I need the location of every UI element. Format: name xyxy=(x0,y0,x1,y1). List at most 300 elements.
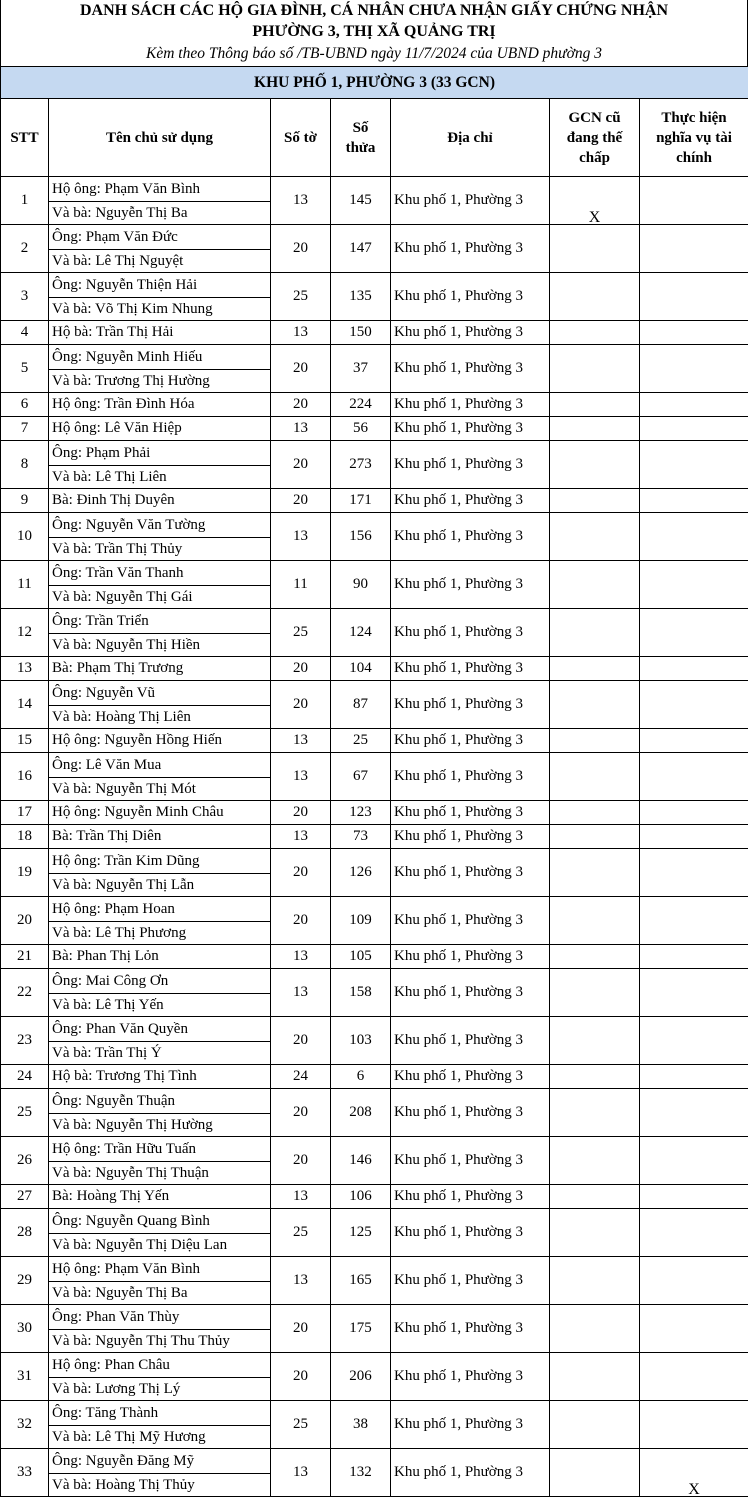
cell-plot: 37 xyxy=(331,345,391,393)
cell-address: Khu phố 1, Phường 3 xyxy=(391,273,550,321)
table-row xyxy=(1,801,748,825)
owner-name-spouse: Và bà: Nguyễn Thị Diệu Lan xyxy=(49,1233,270,1256)
cell-mortgage xyxy=(550,1089,640,1137)
notice-reference: Kèm theo Thông báo số /TB-UBND ngày 11/7/2024 của UBND phường 3 xyxy=(145,45,603,62)
cell-finance xyxy=(640,1065,748,1089)
cell-sheet: 20 xyxy=(271,1305,331,1353)
cell-mortgage xyxy=(550,801,640,825)
cell-sheet: 13 xyxy=(271,417,331,441)
table-row xyxy=(1,225,748,273)
cell-owner xyxy=(49,1065,271,1089)
cell-address: Khu phố 1, Phường 3 xyxy=(391,393,550,417)
owner-name-spouse: Và bà: Nguyễn Thị Ba xyxy=(49,201,270,224)
cell-sheet: 20 xyxy=(271,1089,331,1137)
owner-name-primary: Ông: Phan Văn Thùy xyxy=(52,1308,180,1325)
cell-stt: 16 xyxy=(1,753,49,801)
cell-plot: 38 xyxy=(331,1401,391,1449)
owner-name-spouse: Và bà: Hoàng Thị Thủy xyxy=(49,1473,270,1496)
cell-address: Khu phố 1, Phường 3 xyxy=(391,1449,550,1497)
cell-address: Khu phố 1, Phường 3 xyxy=(391,345,550,393)
cell-plot: 106 xyxy=(331,1185,391,1209)
cell-stt: 18 xyxy=(1,825,49,849)
cell-plot: 146 xyxy=(331,1137,391,1185)
col-header-plot: Số thửa xyxy=(331,99,391,177)
cell-sheet: 13 xyxy=(271,1185,331,1209)
table-row xyxy=(1,1185,748,1209)
cell-mortgage xyxy=(550,1185,640,1209)
cell-plot: 25 xyxy=(331,729,391,753)
cell-owner xyxy=(49,1185,271,1209)
owner-name-primary: Hộ ông: Trần Kim Dũng xyxy=(52,852,200,869)
cell-stt: 2 xyxy=(1,225,49,273)
cell-finance xyxy=(640,825,748,849)
cell-stt: 32 xyxy=(1,1401,49,1449)
cell-address: Khu phố 1, Phường 3 xyxy=(391,945,550,969)
cell-owner xyxy=(49,321,271,345)
table-row xyxy=(1,609,748,657)
owner-name-spouse: Và bà: Lương Thị Lý xyxy=(49,1377,270,1400)
cell-plot: 125 xyxy=(331,1209,391,1257)
cell-finance xyxy=(640,561,748,609)
cell-plot: 208 xyxy=(331,1089,391,1137)
cell-stt: 27 xyxy=(1,1185,49,1209)
cell-mortgage xyxy=(550,753,640,801)
cell-sheet: 20 xyxy=(271,657,331,681)
cell-owner xyxy=(49,969,271,1017)
cell-finance xyxy=(640,1209,748,1257)
owner-name-spouse: Và bà: Lê Thị Mỹ Hương xyxy=(49,1425,270,1448)
cell-finance xyxy=(640,441,748,489)
table-row xyxy=(1,441,748,489)
cell-stt: 8 xyxy=(1,441,49,489)
certificate-table xyxy=(0,66,748,1497)
cell-finance xyxy=(640,609,748,657)
cell-stt: 33 xyxy=(1,1449,49,1497)
cell-address: Khu phố 1, Phường 3 xyxy=(391,1065,550,1089)
cell-mortgage xyxy=(550,1209,640,1257)
table-row xyxy=(1,1017,748,1065)
table-row xyxy=(1,1353,748,1401)
cell-mortgage xyxy=(550,561,640,609)
cell-address: Khu phố 1, Phường 3 xyxy=(391,825,550,849)
cell-owner xyxy=(49,1017,271,1065)
cell-owner xyxy=(49,945,271,969)
cell-stt: 23 xyxy=(1,1017,49,1065)
cell-mortgage xyxy=(550,825,640,849)
cell-plot: 109 xyxy=(331,897,391,945)
table-row xyxy=(1,321,748,345)
cell-mortgage xyxy=(550,177,640,225)
cell-stt: 25 xyxy=(1,1089,49,1137)
cell-stt: 20 xyxy=(1,897,49,945)
cell-finance xyxy=(640,897,748,945)
cell-stt: 19 xyxy=(1,849,49,897)
owner-name-primary: Hộ bà: Trương Thị Tình xyxy=(52,1068,197,1084)
table-row xyxy=(1,417,748,441)
col-header-sheet: Số tờ xyxy=(271,99,331,177)
owner-name-spouse: Và bà: Lê Thị Liên xyxy=(49,465,270,488)
cell-sheet: 20 xyxy=(271,1137,331,1185)
cell-finance xyxy=(640,177,748,225)
cell-stt: 31 xyxy=(1,1353,49,1401)
cell-address: Khu phố 1, Phường 3 xyxy=(391,681,550,729)
cell-stt: 15 xyxy=(1,729,49,753)
cell-sheet: 13 xyxy=(271,1449,331,1497)
cell-address: Khu phố 1, Phường 3 xyxy=(391,609,550,657)
owner-name-spouse: Và bà: Nguyễn Thị Lẫn xyxy=(49,873,270,896)
cell-stt: 3 xyxy=(1,273,49,321)
cell-sheet: 13 xyxy=(271,945,331,969)
cell-plot: 6 xyxy=(331,1065,391,1089)
owner-name-spouse: Và bà: Nguyễn Thị Thu Thủy xyxy=(49,1329,270,1352)
cell-sheet: 13 xyxy=(271,753,331,801)
cell-mortgage xyxy=(550,681,640,729)
owner-name-primary: Hộ ông: Phạm Văn Bình xyxy=(52,1260,201,1277)
cell-plot: 224 xyxy=(331,393,391,417)
cell-sheet: 20 xyxy=(271,849,331,897)
cell-stt: 28 xyxy=(1,1209,49,1257)
cell-address: Khu phố 1, Phường 3 xyxy=(391,1353,550,1401)
cell-finance xyxy=(640,345,748,393)
table-row xyxy=(1,1089,748,1137)
owner-name-spouse: Và bà: Hoàng Thị Liên xyxy=(49,705,270,728)
cell-sheet: 20 xyxy=(271,489,331,513)
owner-name-primary: Ông: Nguyễn Đăng Mỹ xyxy=(52,1452,195,1469)
cell-owner xyxy=(49,849,271,897)
cell-mortgage xyxy=(550,609,640,657)
cell-finance xyxy=(640,225,748,273)
cell-owner xyxy=(49,609,271,657)
cell-finance xyxy=(640,1449,748,1497)
table-row xyxy=(1,825,748,849)
cell-owner xyxy=(49,1257,271,1305)
cell-stt: 17 xyxy=(1,801,49,825)
cell-plot: 150 xyxy=(331,321,391,345)
cell-mortgage xyxy=(550,273,640,321)
cell-owner xyxy=(49,393,271,417)
cell-address: Khu phố 1, Phường 3 xyxy=(391,513,550,561)
cell-owner xyxy=(49,1353,271,1401)
cell-plot: 145 xyxy=(331,177,391,225)
owner-name-primary: Hộ ông: Lê Văn Hiệp xyxy=(52,420,182,436)
owner-name-primary: Ông: Phạm Phải xyxy=(52,444,151,461)
cell-stt: 11 xyxy=(1,561,49,609)
table-row xyxy=(1,1305,748,1353)
cell-stt: 30 xyxy=(1,1305,49,1353)
cell-finance xyxy=(640,1257,748,1305)
col-header-finance: Thực hiện nghĩa vụ tài chính xyxy=(640,99,748,177)
cell-finance xyxy=(640,1017,748,1065)
owner-name-primary: Bà: Hoàng Thị Yến xyxy=(52,1188,170,1204)
cell-plot: 158 xyxy=(331,969,391,1017)
owner-name-primary: Bà: Đinh Thị Duyên xyxy=(52,492,175,508)
table-row xyxy=(1,1257,748,1305)
cell-address: Khu phố 1, Phường 3 xyxy=(391,1185,550,1209)
table-row xyxy=(1,753,748,801)
cell-address: Khu phố 1, Phường 3 xyxy=(391,441,550,489)
cell-address: Khu phố 1, Phường 3 xyxy=(391,417,550,441)
cell-sheet: 25 xyxy=(271,1401,331,1449)
cell-stt: 22 xyxy=(1,969,49,1017)
table-row xyxy=(1,393,748,417)
cell-finance xyxy=(640,969,748,1017)
owner-name-spouse: Và bà: Nguyễn Thị Ba xyxy=(49,1281,270,1304)
cell-plot: 73 xyxy=(331,825,391,849)
owner-name-primary: Ông: Tăng Thành xyxy=(52,1404,159,1421)
cell-owner xyxy=(49,1401,271,1449)
cell-plot: 105 xyxy=(331,945,391,969)
owner-name-primary: Hộ ông: Trần Đình Hóa xyxy=(52,396,195,412)
cell-stt: 29 xyxy=(1,1257,49,1305)
cell-owner xyxy=(49,273,271,321)
owner-name-primary: Ông: Phan Văn Quyền xyxy=(52,1020,188,1037)
table-row xyxy=(1,489,748,513)
table-row xyxy=(1,849,748,897)
cell-mortgage xyxy=(550,969,640,1017)
cell-address: Khu phố 1, Phường 3 xyxy=(391,177,550,225)
owner-name-spouse: Và bà: Trần Thị Ý xyxy=(49,1041,270,1064)
owner-name-spouse: Và bà: Nguyễn Thị Mót xyxy=(49,777,270,800)
cell-address: Khu phố 1, Phường 3 xyxy=(391,729,550,753)
cell-finance xyxy=(640,729,748,753)
owner-name-primary: Hộ ông: Nguyễn Minh Châu xyxy=(52,804,224,820)
cell-plot: 126 xyxy=(331,849,391,897)
cell-sheet: 24 xyxy=(271,1065,331,1089)
cell-stt: 6 xyxy=(1,393,49,417)
cell-mortgage xyxy=(550,1401,640,1449)
owner-name-spouse: Và bà: Lê Thị Phương xyxy=(49,921,270,944)
cell-mortgage xyxy=(550,1257,640,1305)
owner-name-primary: Ông: Nguyễn Thiện Hải xyxy=(52,276,198,293)
cell-stt: 14 xyxy=(1,681,49,729)
cell-finance xyxy=(640,513,748,561)
cell-mortgage xyxy=(550,1137,640,1185)
cell-address: Khu phố 1, Phường 3 xyxy=(391,1017,550,1065)
owner-name-spouse: Và bà: Nguyễn Thị Gái xyxy=(49,585,270,608)
cell-stt: 10 xyxy=(1,513,49,561)
cell-mortgage xyxy=(550,1449,640,1497)
owner-name-primary: Hộ ông: Trần Hữu Tuấn xyxy=(52,1140,197,1157)
cell-plot: 165 xyxy=(331,1257,391,1305)
cell-sheet: 13 xyxy=(271,321,331,345)
cell-sheet: 13 xyxy=(271,969,331,1017)
cell-mortgage xyxy=(550,1017,640,1065)
cell-sheet: 13 xyxy=(271,729,331,753)
cell-owner xyxy=(49,1209,271,1257)
table-row xyxy=(1,945,748,969)
table-row xyxy=(1,729,748,753)
owner-name-primary: Hộ ông: Phạm Văn Bình xyxy=(52,180,201,197)
cell-finance xyxy=(640,1305,748,1353)
cell-finance xyxy=(640,657,748,681)
cell-owner xyxy=(49,225,271,273)
owner-name-spouse: Và bà: Lê Thị Yến xyxy=(49,993,270,1016)
cell-mortgage xyxy=(550,897,640,945)
owner-name-primary: Bà: Phạm Thị Trương xyxy=(52,660,184,676)
cell-finance xyxy=(640,1401,748,1449)
cell-stt: 7 xyxy=(1,417,49,441)
cell-mortgage xyxy=(550,1305,640,1353)
cell-sheet: 20 xyxy=(271,1017,331,1065)
cell-address: Khu phố 1, Phường 3 xyxy=(391,561,550,609)
cell-stt: 1 xyxy=(1,177,49,225)
owner-name-primary: Bà: Trần Thị Diên xyxy=(52,828,162,844)
cell-mortgage xyxy=(550,513,640,561)
owner-name-spouse: Và bà: Lê Thị Nguyệt xyxy=(49,249,270,272)
cell-owner xyxy=(49,729,271,753)
cell-sheet: 11 xyxy=(271,561,331,609)
cell-owner xyxy=(49,561,271,609)
owner-name-primary: Hộ bà: Trần Thị Hải xyxy=(52,324,174,340)
cell-stt: 12 xyxy=(1,609,49,657)
cell-address: Khu phố 1, Phường 3 xyxy=(391,489,550,513)
cell-finance xyxy=(640,945,748,969)
owner-name-primary: Ông: Nguyễn Văn Tường xyxy=(52,516,206,533)
cell-finance xyxy=(640,273,748,321)
owner-name-primary: Ông: Nguyễn Minh Hiếu xyxy=(52,348,203,365)
cell-mortgage xyxy=(550,657,640,681)
owner-name-primary: Ông: Trần Triển xyxy=(52,612,149,629)
table-row xyxy=(1,177,748,225)
cell-plot: 56 xyxy=(331,417,391,441)
mortgage-mark: X xyxy=(588,209,601,226)
cell-owner xyxy=(49,417,271,441)
owner-name-spouse: Và bà: Nguyễn Thị Hiền xyxy=(49,633,270,656)
cell-plot: 124 xyxy=(331,609,391,657)
table-row xyxy=(1,561,748,609)
owner-name-primary: Hộ ông: Phạm Hoan xyxy=(52,900,175,917)
table-row xyxy=(1,681,748,729)
cell-sheet: 13 xyxy=(271,825,331,849)
owner-name-spouse: Và bà: Võ Thị Kim Nhung xyxy=(49,297,270,320)
cell-sheet: 25 xyxy=(271,1209,331,1257)
owner-name-spouse: Và bà: Trương Thị Hường xyxy=(49,369,270,392)
owner-name-spouse: Và bà: Trần Thị Thủy xyxy=(49,537,270,560)
cell-finance xyxy=(640,489,748,513)
cell-mortgage xyxy=(550,417,640,441)
table-body xyxy=(1,177,748,1497)
owner-name-primary: Hộ ông: Nguyễn Hồng Hiến xyxy=(52,732,222,748)
cell-mortgage xyxy=(550,489,640,513)
cell-plot: 135 xyxy=(331,273,391,321)
cell-mortgage xyxy=(550,1353,640,1401)
cell-stt: 26 xyxy=(1,1137,49,1185)
cell-owner xyxy=(49,489,271,513)
owner-name-primary: Ông: Nguyễn Thuận xyxy=(52,1092,176,1109)
col-header-address: Địa chỉ xyxy=(391,99,550,177)
section-title: KHU PHỐ 1, PHƯỜNG 3 (33 GCN) xyxy=(1,67,748,99)
table-row xyxy=(1,1449,748,1497)
col-header-mortgage: GCN cũ đang thế chấp xyxy=(550,99,640,177)
cell-finance xyxy=(640,1137,748,1185)
cell-finance xyxy=(640,1089,748,1137)
cell-owner xyxy=(49,345,271,393)
cell-address: Khu phố 1, Phường 3 xyxy=(391,657,550,681)
col-header-owner: Tên chủ sử dụng xyxy=(49,99,271,177)
cell-owner xyxy=(49,897,271,945)
owner-name-spouse: Và bà: Nguyễn Thị Hường xyxy=(49,1113,270,1136)
cell-mortgage xyxy=(550,849,640,897)
table-row xyxy=(1,1209,748,1257)
cell-mortgage xyxy=(550,345,640,393)
cell-sheet: 20 xyxy=(271,801,331,825)
cell-address: Khu phố 1, Phường 3 xyxy=(391,1137,550,1185)
cell-plot: 273 xyxy=(331,441,391,489)
cell-address: Khu phố 1, Phường 3 xyxy=(391,801,550,825)
cell-finance xyxy=(640,393,748,417)
finance-mark: X xyxy=(688,1481,700,1498)
cell-address: Khu phố 1, Phường 3 xyxy=(391,1305,550,1353)
table-row xyxy=(1,273,748,321)
table-row xyxy=(1,897,748,945)
cell-address: Khu phố 1, Phường 3 xyxy=(391,897,550,945)
cell-plot: 67 xyxy=(331,753,391,801)
table-row xyxy=(1,1137,748,1185)
cell-mortgage xyxy=(550,729,640,753)
cell-sheet: 13 xyxy=(271,177,331,225)
cell-sheet: 20 xyxy=(271,225,331,273)
cell-owner xyxy=(49,177,271,225)
owner-name-primary: Bà: Phan Thị Lỏn xyxy=(52,948,159,964)
cell-address: Khu phố 1, Phường 3 xyxy=(391,1401,550,1449)
cell-finance xyxy=(640,321,748,345)
cell-sheet: 20 xyxy=(271,681,331,729)
cell-stt: 9 xyxy=(1,489,49,513)
cell-owner xyxy=(49,681,271,729)
owner-name-primary: Hộ ông: Phan Châu xyxy=(52,1356,170,1373)
cell-stt: 13 xyxy=(1,657,49,681)
cell-sheet: 20 xyxy=(271,345,331,393)
table-row xyxy=(1,1065,748,1089)
cell-finance xyxy=(640,681,748,729)
owner-name-primary: Ông: Nguyễn Quang Bình xyxy=(52,1212,210,1229)
cell-plot: 87 xyxy=(331,681,391,729)
cell-mortgage xyxy=(550,321,640,345)
cell-sheet: 13 xyxy=(271,1257,331,1305)
cell-owner xyxy=(49,1449,271,1497)
cell-mortgage xyxy=(550,945,640,969)
table-row xyxy=(1,345,748,393)
owner-name-primary: Ông: Phạm Văn Đức xyxy=(52,228,178,245)
cell-address: Khu phố 1, Phường 3 xyxy=(391,753,550,801)
owner-name-primary: Ông: Trần Văn Thanh xyxy=(52,564,184,581)
cell-finance xyxy=(640,849,748,897)
cell-stt: 5 xyxy=(1,345,49,393)
cell-plot: 123 xyxy=(331,801,391,825)
cell-owner xyxy=(49,801,271,825)
table-row xyxy=(1,513,748,561)
cell-sheet: 20 xyxy=(271,393,331,417)
cell-plot: 132 xyxy=(331,1449,391,1497)
cell-address: Khu phố 1, Phường 3 xyxy=(391,321,550,345)
cell-plot: 175 xyxy=(331,1305,391,1353)
cell-finance xyxy=(640,753,748,801)
col-header-stt: STT xyxy=(1,99,49,177)
owner-name-spouse: Và bà: Nguyễn Thị Thuận xyxy=(49,1161,270,1184)
cell-address: Khu phố 1, Phường 3 xyxy=(391,1257,550,1305)
cell-plot: 90 xyxy=(331,561,391,609)
cell-mortgage xyxy=(550,225,640,273)
cell-address: Khu phố 1, Phường 3 xyxy=(391,1209,550,1257)
table-row xyxy=(1,969,748,1017)
cell-plot: 171 xyxy=(331,489,391,513)
cell-address: Khu phố 1, Phường 3 xyxy=(391,1089,550,1137)
cell-owner xyxy=(49,657,271,681)
cell-owner xyxy=(49,1089,271,1137)
owner-name-primary: Ông: Lê Văn Mua xyxy=(52,756,162,773)
cell-plot: 147 xyxy=(331,225,391,273)
cell-mortgage xyxy=(550,1065,640,1089)
